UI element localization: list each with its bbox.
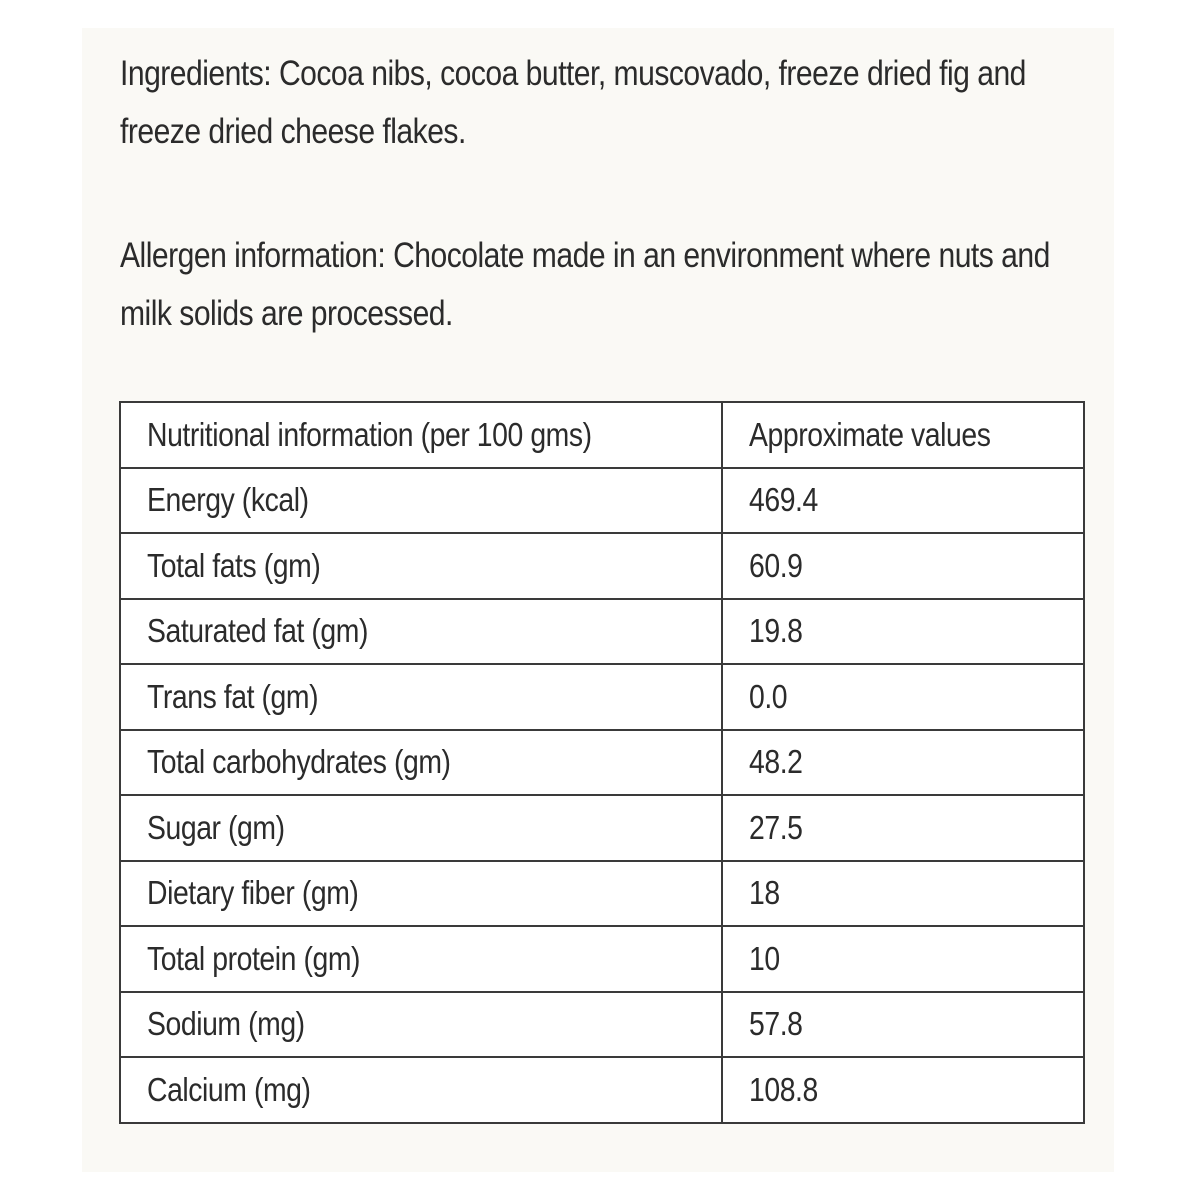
row-value: 57.8 bbox=[722, 992, 1084, 1058]
table-row bbox=[120, 533, 1084, 599]
row-label: Energy (kcal) bbox=[120, 468, 722, 534]
table-row bbox=[120, 730, 1084, 796]
row-label: Trans fat (gm) bbox=[120, 664, 722, 730]
row-label: Dietary fiber (gm) bbox=[120, 861, 722, 927]
table-header-row bbox=[120, 402, 1084, 468]
row-value: 19.8 bbox=[722, 599, 1084, 665]
row-label: Calcium (mg) bbox=[120, 1057, 722, 1123]
header-nutritional-info: Nutritional information (per 100 gms) bbox=[120, 402, 722, 468]
row-value: 48.2 bbox=[722, 730, 1084, 796]
row-label: Saturated fat (gm) bbox=[120, 599, 722, 665]
table-row bbox=[120, 599, 1084, 665]
row-value: 108.8 bbox=[722, 1057, 1084, 1123]
row-value: 10 bbox=[722, 926, 1084, 992]
row-value: 27.5 bbox=[722, 795, 1084, 861]
nutrition-table bbox=[119, 401, 1085, 1124]
table-row bbox=[120, 664, 1084, 730]
table-row bbox=[120, 468, 1084, 534]
row-label: Sugar (gm) bbox=[120, 795, 722, 861]
row-value: 18 bbox=[722, 861, 1084, 927]
allergen-text: Allergen information: Chocolate made in an environment where nuts and milk solids are processed. bbox=[120, 236, 1050, 333]
table-row bbox=[120, 1057, 1084, 1123]
row-label: Sodium (mg) bbox=[120, 992, 722, 1058]
row-label: Total fats (gm) bbox=[120, 533, 722, 599]
ingredients-text: Ingredients: Cocoa nibs, cocoa butter, muscovado, freeze dried fig and freeze dried cheese flakes. bbox=[120, 54, 1026, 151]
table-row bbox=[120, 795, 1084, 861]
row-value: 469.4 bbox=[722, 468, 1084, 534]
table-row bbox=[120, 861, 1084, 927]
table-row bbox=[120, 992, 1084, 1058]
row-label: Total protein (gm) bbox=[120, 926, 722, 992]
row-value: 0.0 bbox=[722, 664, 1084, 730]
header-approximate-values: Approximate values bbox=[722, 402, 1084, 468]
table-row bbox=[120, 926, 1084, 992]
row-label: Total carbohydrates (gm) bbox=[120, 730, 722, 796]
row-value: 60.9 bbox=[722, 533, 1084, 599]
